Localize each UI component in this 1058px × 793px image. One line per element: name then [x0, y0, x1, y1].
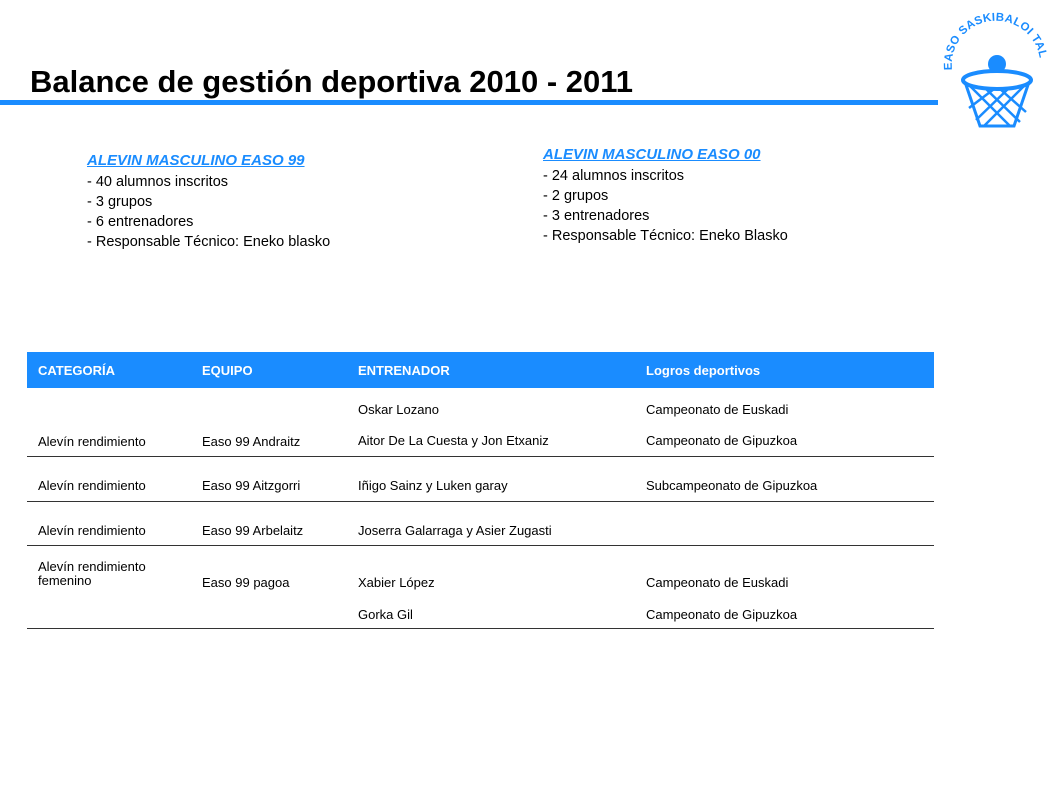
group-alevin-easo-99	[87, 151, 330, 252]
cell-entrenador: Aitor De La Cuesta y Jon Etxaniz	[358, 433, 549, 448]
cell-equipo: Easo 99 Aitzgorri	[202, 478, 301, 493]
group-line: - 40 alumnos inscritos	[87, 174, 229, 190]
group-alevin-easo-00	[543, 145, 788, 246]
group-line: - 3 grupos	[87, 194, 153, 210]
logo-text: EASO SASKIBALOI TAL	[942, 11, 1049, 71]
cell-logro: Campeonato de Euskadi	[646, 575, 789, 590]
table-row	[27, 546, 934, 629]
cell-entrenador: Oskar Lozano	[358, 402, 439, 417]
header-entrenador: ENTRENADOR	[358, 363, 450, 378]
cell-logro: Campeonato de Gipuzkoa	[646, 607, 798, 622]
cell-logro: Campeonato de Gipuzkoa	[646, 433, 798, 448]
table-row	[27, 457, 934, 502]
group-line: - Responsable Técnico: Eneko Blasko	[543, 228, 788, 244]
cell-entrenador: Iñigo Sainz y Luken garay	[358, 478, 508, 493]
table-row	[27, 388, 934, 457]
title-underline	[0, 100, 938, 105]
cell-categoria: Alevín rendimiento	[38, 559, 146, 574]
cell-logro: Campeonato de Euskadi	[646, 402, 789, 417]
cell-categoria: femenino	[38, 573, 92, 588]
cell-entrenador: Gorka Gil	[358, 607, 413, 622]
basketball-hoop-icon	[940, 8, 1050, 133]
group-line: - 3 entrenadores	[543, 208, 650, 224]
cell-equipo: Easo 99 Andraitz	[202, 434, 301, 449]
group-line: - 24 alumnos inscritos	[543, 168, 685, 184]
group-line: - 6 entrenadores	[87, 214, 194, 230]
cell-categoria: Alevín rendimiento	[38, 523, 146, 538]
cell-categoria: Alevín rendimiento	[38, 434, 146, 449]
cell-equipo: Easo 99 pagoa	[202, 575, 290, 590]
header-categoria: CATEGORÍA	[38, 363, 116, 378]
results-table	[27, 352, 934, 629]
group-heading: ALEVIN MASCULINO EASO 99	[87, 152, 305, 169]
cell-equipo: Easo 99 Arbelaitz	[202, 523, 304, 538]
cell-logro: Subcampeonato de Gipuzkoa	[646, 478, 818, 493]
header-logros: Logros deportivos	[646, 363, 761, 378]
cell-entrenador: Joserra Galarraga y Asier Zugasti	[358, 523, 552, 538]
table-row	[27, 502, 934, 546]
group-line: - 2 grupos	[543, 188, 609, 204]
group-line: - Responsable Técnico: Eneko blasko	[87, 234, 331, 250]
group-heading: ALEVIN MASCULINO EASO 00	[543, 146, 761, 163]
table-header	[27, 352, 934, 388]
cell-categoria: Alevín rendimiento	[38, 478, 146, 493]
cell-entrenador: Xabier López	[358, 575, 435, 590]
page-title: Balance de gestión deportiva 2010 - 2011	[30, 64, 634, 99]
club-logo	[940, 8, 1050, 133]
header-equipo: EQUIPO	[202, 363, 253, 378]
